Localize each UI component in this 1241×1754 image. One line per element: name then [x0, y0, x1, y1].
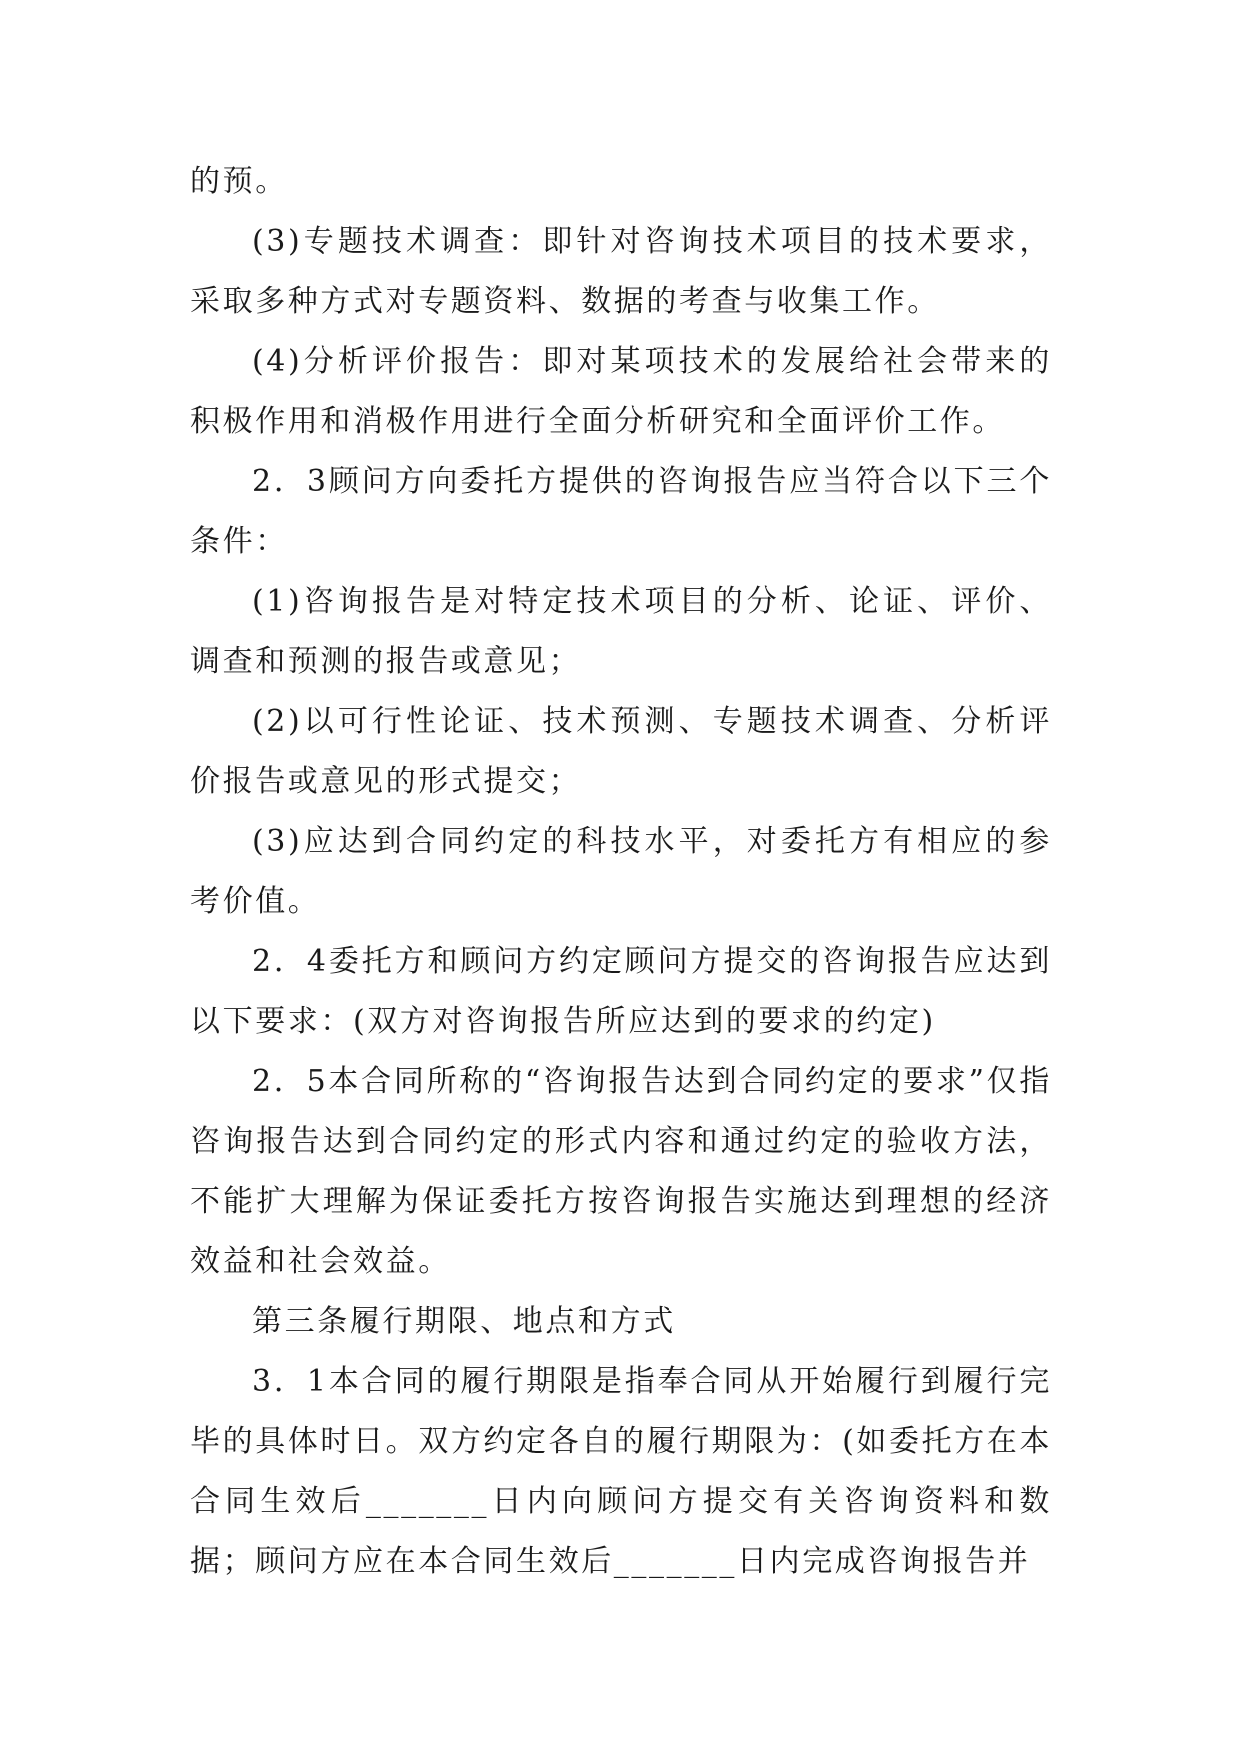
paragraph-clause-2-3: 2．3顾问方向委托方提供的咨询报告应当符合以下三个条件： — [190, 464, 1052, 559]
paragraph-clause-2-5: 2．5本合同所称的“咨询报告达到合同约定的要求”仅指咨询报告达到合同约定的形式内容和通过约定的验收方法，不能扩大理解为保证委托方按咨询报告实施达到理想的经济效益和社会效益。 — [190, 1064, 1052, 1279]
section-heading-article-3: 第三条履行期限、地点和方式 — [252, 1304, 676, 1339]
paragraph-clause-2-4: 2．4委托方和顾问方约定顾问方提交的咨询报告应达到以下要求：(双方对咨询报告所应达到的要求的约定) — [190, 944, 1052, 1039]
paragraph-condition-2: (2)以可行性论证、技术预测、专题技术调查、分析评价报告或意见的形式提交； — [190, 704, 1052, 799]
paragraph-item-3-special-tech-survey: (3)专题技术调查：即针对咨询技术项目的技术要求，采取多种方式对专题资料、数据的考查与收集工作。 — [190, 224, 1052, 319]
paragraph-clause-3-1: 3．1本合同的履行期限是指奉合同从开始履行到履行完毕的具体时日。双方约定各自的履行期限为：(如委托方在本合同生效后_______日内向顾问方提交有关咨询资料和数据；顾问方应在本合同生效后_______日内完成咨询报告并 — [190, 1364, 1052, 1579]
paragraph-condition-1: (1)咨询报告是对特定技术项目的分析、论证、评价、调查和预测的报告或意见； — [190, 584, 1052, 679]
paragraph-item-4-analysis-evaluation-report: (4)分析评价报告：即对某项技术的发展给社会带来的积极作用和消极作用进行全面分析研究和全面评价工作。 — [190, 344, 1052, 439]
paragraph-condition-3: (3)应达到合同约定的科技水平，对委托方有相应的参考价值。 — [190, 824, 1052, 919]
paragraph-continuation: 的预。 — [190, 164, 288, 199]
document-body — [190, 152, 1052, 1592]
